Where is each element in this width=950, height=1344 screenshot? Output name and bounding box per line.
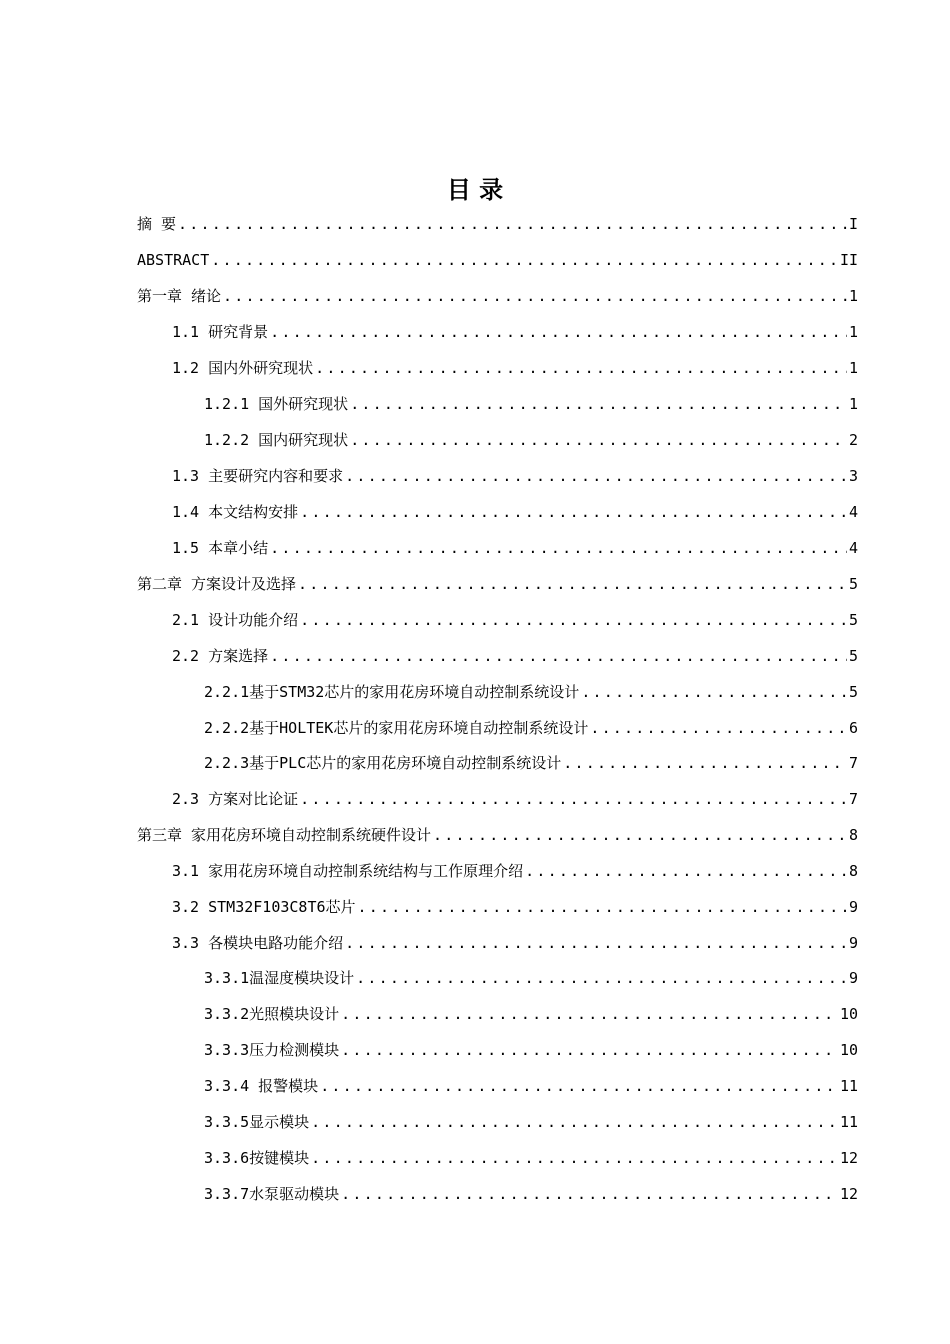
toc-entry[interactable] (172, 500, 858, 524)
toc-entry-page: 5 (848, 647, 858, 665)
toc-entry-label: 3.3.5显示模块 (204, 1113, 310, 1131)
toc-entry-label: 3.1 家用花房环境自动控制系统结构与工作原理介绍 (172, 862, 524, 880)
toc-entry-page: II (839, 251, 858, 269)
dot-leader (581, 680, 847, 704)
dot-leader (563, 751, 847, 775)
toc-entry-page: 9 (848, 934, 858, 952)
toc-entry[interactable] (204, 751, 858, 775)
toc-entry-page: 10 (839, 1041, 858, 1059)
dot-leader (311, 1146, 838, 1170)
dot-leader (270, 644, 847, 668)
dot-leader (350, 428, 847, 452)
toc-entry-label: 3.3 各模块电路功能介绍 (172, 934, 344, 952)
toc-entry-label: 3.3.1温湿度模块设计 (204, 969, 355, 987)
toc-entry-label: 1.2.2 国内研究现状 (204, 431, 349, 449)
toc-entry-label: ABSTRACT (137, 251, 210, 269)
dot-leader (350, 392, 847, 416)
toc-entry-page: 5 (848, 575, 858, 593)
toc-title: 目 录 (446, 175, 504, 204)
dot-leader (315, 356, 847, 380)
toc-entry-label: 2.1 设计功能介绍 (172, 611, 299, 629)
toc-entry-label: 第二章 方案设计及选择 (137, 575, 297, 593)
toc-entry-page: 12 (839, 1149, 858, 1167)
toc-entry-page: 12 (839, 1185, 858, 1203)
toc-entry-page: 8 (848, 862, 858, 880)
toc-entry-label: 3.3.6按键模块 (204, 1149, 310, 1167)
toc-entry-label: 2.2.1基于STM32芯片的家用花房环境自动控制系统设计 (204, 683, 580, 701)
toc-entry[interactable] (204, 1110, 858, 1134)
toc-entry[interactable] (137, 284, 858, 308)
toc-entry-page: 1 (848, 323, 858, 341)
toc-entry[interactable] (137, 248, 858, 272)
dot-leader (270, 320, 847, 344)
dot-leader (341, 1038, 838, 1062)
toc-entry[interactable] (204, 1074, 858, 1098)
toc-entry-label: 3.3.2光照模块设计 (204, 1005, 340, 1023)
toc-entry-page: 9 (848, 898, 858, 916)
toc-entry-page: 1 (848, 287, 858, 305)
toc-entry-page: 8 (848, 826, 858, 844)
dot-leader (341, 1182, 838, 1206)
toc-entry[interactable] (172, 356, 858, 380)
toc-entry[interactable] (204, 1182, 858, 1206)
toc-entry-label: 1.3 主要研究内容和要求 (172, 467, 344, 485)
toc-entry-label: 3.3.7水泵驱动模块 (204, 1185, 340, 1203)
toc-entry[interactable] (172, 931, 858, 955)
toc-entry-label: 3.2 STM32F103C8T6芯片 (172, 898, 356, 916)
toc-entry-label: 1.1 研究背景 (172, 323, 269, 341)
toc-entry-label: 1.4 本文结构安排 (172, 503, 299, 521)
dot-leader (211, 248, 838, 272)
toc-entry-page: 7 (848, 754, 858, 772)
toc-entry[interactable] (204, 1146, 858, 1170)
toc-entry-label: 第一章 绪论 (137, 287, 222, 305)
dot-leader (356, 966, 847, 990)
toc-entry-page: 6 (848, 719, 858, 737)
toc-entry-label: 摘 要 (137, 215, 177, 233)
toc-entry[interactable] (172, 536, 858, 560)
dot-leader (223, 284, 847, 308)
toc-entry-label: 1.2.1 国外研究现状 (204, 395, 349, 413)
toc-entry-page: 4 (848, 539, 858, 557)
toc-entry-page: 9 (848, 969, 858, 987)
toc-entry-label: 3.3.3压力检测模块 (204, 1041, 340, 1059)
toc-entry[interactable] (204, 1002, 858, 1026)
dot-leader (358, 895, 847, 919)
toc-entry-label: 1.2 国内外研究现状 (172, 359, 314, 377)
toc-entry-label: 2.2.3基于PLC芯片的家用花房环境自动控制系统设计 (204, 754, 562, 772)
toc-entry-page: 11 (839, 1113, 858, 1131)
toc-entry-label: 1.5 本章小结 (172, 539, 269, 557)
toc-entry[interactable] (137, 572, 858, 596)
toc-entry-label: 3.3.4 报警模块 (204, 1077, 319, 1095)
dot-leader (298, 572, 847, 596)
toc-entry[interactable] (204, 966, 858, 990)
dot-leader (341, 1002, 838, 1026)
toc-entry-page: 1 (848, 395, 858, 413)
toc-entry-label: 第三章 家用花房环境自动控制系统硬件设计 (137, 826, 432, 844)
toc-entry-label: 2.2 方案选择 (172, 647, 269, 665)
dot-leader (300, 787, 847, 811)
toc-entry-page: 2 (848, 431, 858, 449)
toc-entry-label: 2.2.2基于HOLTEK芯片的家用花房环境自动控制系统设计 (204, 719, 589, 737)
dot-leader (178, 212, 847, 236)
toc-entry-page: 11 (839, 1077, 858, 1095)
toc-entry[interactable] (137, 212, 858, 236)
dot-leader (345, 931, 847, 955)
toc-entry[interactable] (204, 428, 858, 452)
toc-entry-page: I (848, 215, 858, 233)
toc-entry-page: 1 (848, 359, 858, 377)
toc-entry-page: 4 (848, 503, 858, 521)
toc-entry-page: 7 (848, 790, 858, 808)
toc-entry[interactable] (204, 680, 858, 704)
dot-leader (433, 823, 847, 847)
toc-entry[interactable] (172, 859, 858, 883)
toc-entry-page: 5 (848, 683, 858, 701)
toc-entry-page: 5 (848, 611, 858, 629)
toc-entry[interactable] (204, 716, 858, 740)
dot-leader (300, 608, 847, 632)
dot-leader (345, 464, 847, 488)
toc-entry[interactable] (172, 464, 858, 488)
toc-entry[interactable] (172, 320, 858, 344)
dot-leader (525, 859, 847, 883)
toc-entry[interactable] (172, 608, 858, 632)
toc-entry-page: 3 (848, 467, 858, 485)
toc-entry[interactable] (137, 823, 858, 847)
toc-entry[interactable] (204, 392, 858, 416)
dot-leader (300, 500, 847, 524)
toc-entry[interactable] (204, 1038, 858, 1062)
dot-leader (311, 1110, 838, 1134)
toc-entry-page: 10 (839, 1005, 858, 1023)
dot-leader (320, 1074, 838, 1098)
toc-entry-label: 2.3 方案对比论证 (172, 790, 299, 808)
dot-leader (590, 716, 847, 740)
toc-entry[interactable] (172, 644, 858, 668)
toc-entry[interactable] (172, 895, 858, 919)
dot-leader (270, 536, 847, 560)
toc-entry[interactable] (172, 787, 858, 811)
